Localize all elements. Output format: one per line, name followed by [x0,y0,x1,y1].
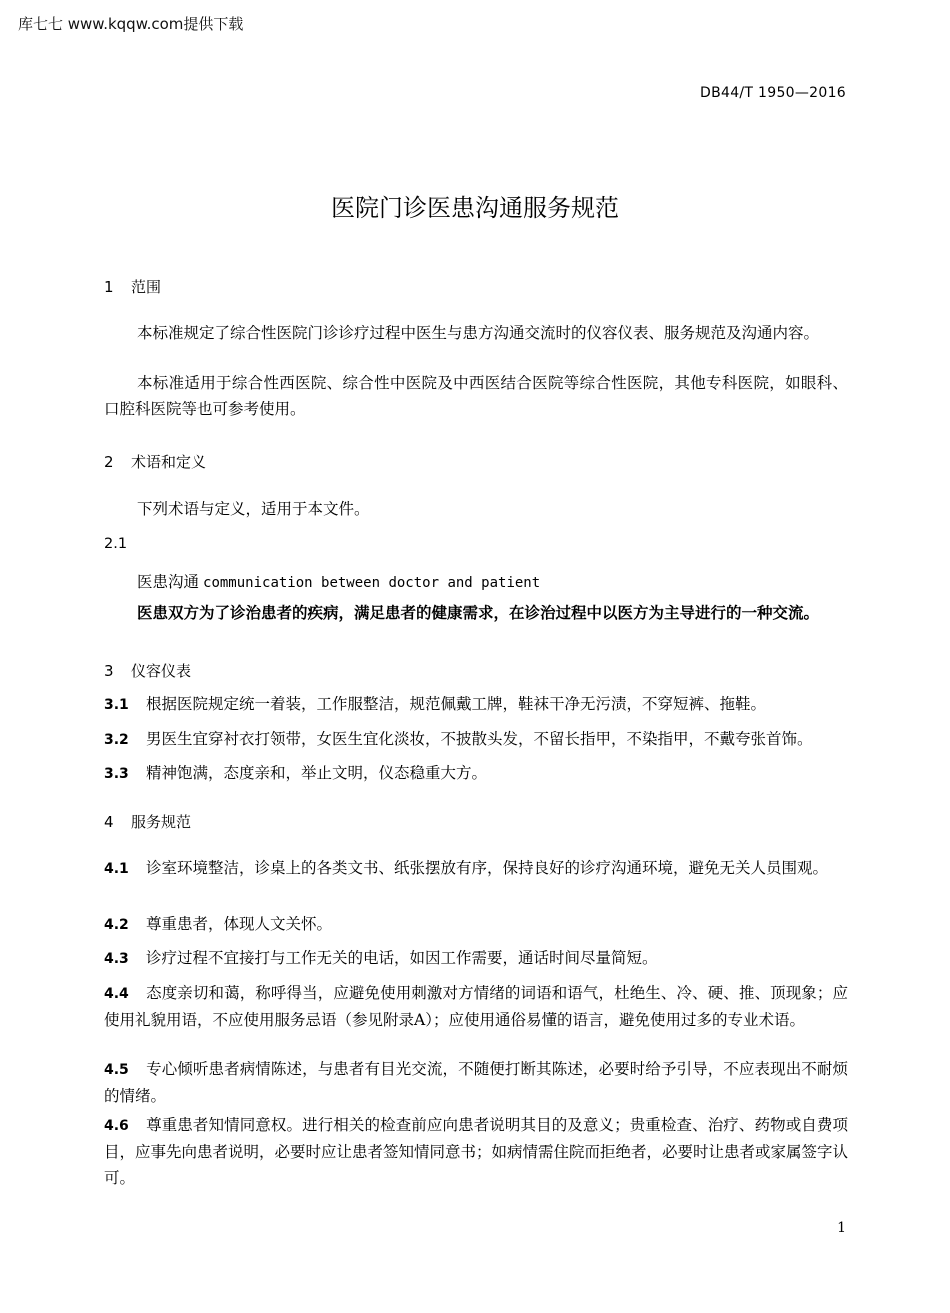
term-english: communication between doctor and patient [203,575,541,591]
section-title: 范围 [131,278,162,296]
clause-number: 3.2 [104,732,129,748]
clause-4-6 [104,1112,848,1191]
clause-3-1 [104,691,848,718]
section-heading-scope [104,276,161,297]
standard-number: DB44/T 1950—2016 [700,85,846,101]
clause-number: 3.1 [104,697,129,713]
section-title: 服务规范 [131,813,192,831]
clause-text: 根据医院规定统一着装，工作服整洁，规范佩戴工牌，鞋袜干净无污渍，不穿短裤、拖鞋。 [146,695,767,713]
clause-4-3 [104,945,848,972]
clause-text: 精神饱满，态度亲和，举止文明，仪态稳重大方。 [146,764,488,782]
clause-text: 诊室环境整洁，诊桌上的各类文书、纸张摆放有序，保持良好的诊疗沟通环境，避免无关人员围观。 [146,859,829,877]
section-title: 仪容仪表 [131,662,192,680]
section-number: 3 [104,662,114,680]
clause-4-1 [104,855,848,882]
clause-number: 4.1 [104,861,129,877]
page-number: 1 [837,1220,846,1236]
term-number: 2.1 [104,536,128,552]
watermark-text: 库七七 www.kqqw.com提供下载 [18,15,244,33]
section-heading-service [104,811,191,832]
clause-text: 男医生宜穿衬衣打领带，女医生宜化淡妆，不披散头发，不留长指甲，不染指甲，不戴夸张首饰。 [146,730,813,748]
clause-number: 4.6 [104,1118,129,1134]
section-heading-appearance [104,660,191,681]
terms-intro: 下列术语与定义，适用于本文件。 [137,500,370,518]
section-number: 4 [104,813,114,831]
term-chinese: 医患沟通 [137,573,200,591]
clause-4-5 [104,1056,848,1109]
section-title: 术语和定义 [131,453,207,471]
clause-4-4 [104,980,848,1033]
section-number: 1 [104,278,114,296]
clause-text: 态度亲切和蔼，称呼得当，应避免使用刺激对方情绪的词语和语气，杜绝生、冷、硬、推、顶现象；应使用礼貌用语，不应使用服务忌语（参见附录A）；应使用通俗易懂的语言，避免使用过多的专业术语。 [104,984,848,1029]
clause-4-2 [104,911,848,938]
document-title: 医院门诊医患沟通服务规范 [331,194,619,222]
scope-paragraph-1: 本标准规定了综合性医院门诊诊疗过程中医生与患方沟通交流时的仪容仪表、服务规范及沟通内容。 [137,324,820,342]
clause-number: 4.3 [104,951,129,967]
scope-paragraph-2: 本标准适用于综合性西医院、综合性中医院及中西医结合医院等综合性医院，其他专科医院，如眼科、口腔科医院等也可参考使用。 [104,374,848,418]
clause-number: 4.2 [104,917,129,933]
clause-number: 4.5 [104,1062,129,1078]
clause-text: 尊重患者知情同意权。进行相关的检查前应向患者说明其目的及意义；贵重检查、治疗、药物或自费项目，应事先向患者说明，必要时应让患者签知情同意书；如病情需住院而拒绝者，必要时让患者或家属签字认可。 [104,1116,849,1187]
section-heading-terms [104,451,206,472]
clause-3-2 [104,726,848,753]
term-definition: 医患双方为了诊治患者的疾病，满足患者的健康需求，在诊治过程中以医方为主导进行的一种交流。 [137,604,820,622]
section-number: 2 [104,453,114,471]
clause-text: 专心倾听患者病情陈述，与患者有目光交流，不随便打断其陈述，必要时给予引导，不应表现出不耐烦的情绪。 [104,1060,848,1105]
clause-number: 3.3 [104,766,129,782]
clause-number: 4.4 [104,986,129,1002]
clause-text: 诊疗过程不宜接打与工作无关的电话，如因工作需要，通话时间尽量简短。 [146,949,658,967]
clause-3-3 [104,760,848,787]
term-entry [137,570,540,592]
clause-text: 尊重患者，体现人文关怀。 [146,915,333,933]
